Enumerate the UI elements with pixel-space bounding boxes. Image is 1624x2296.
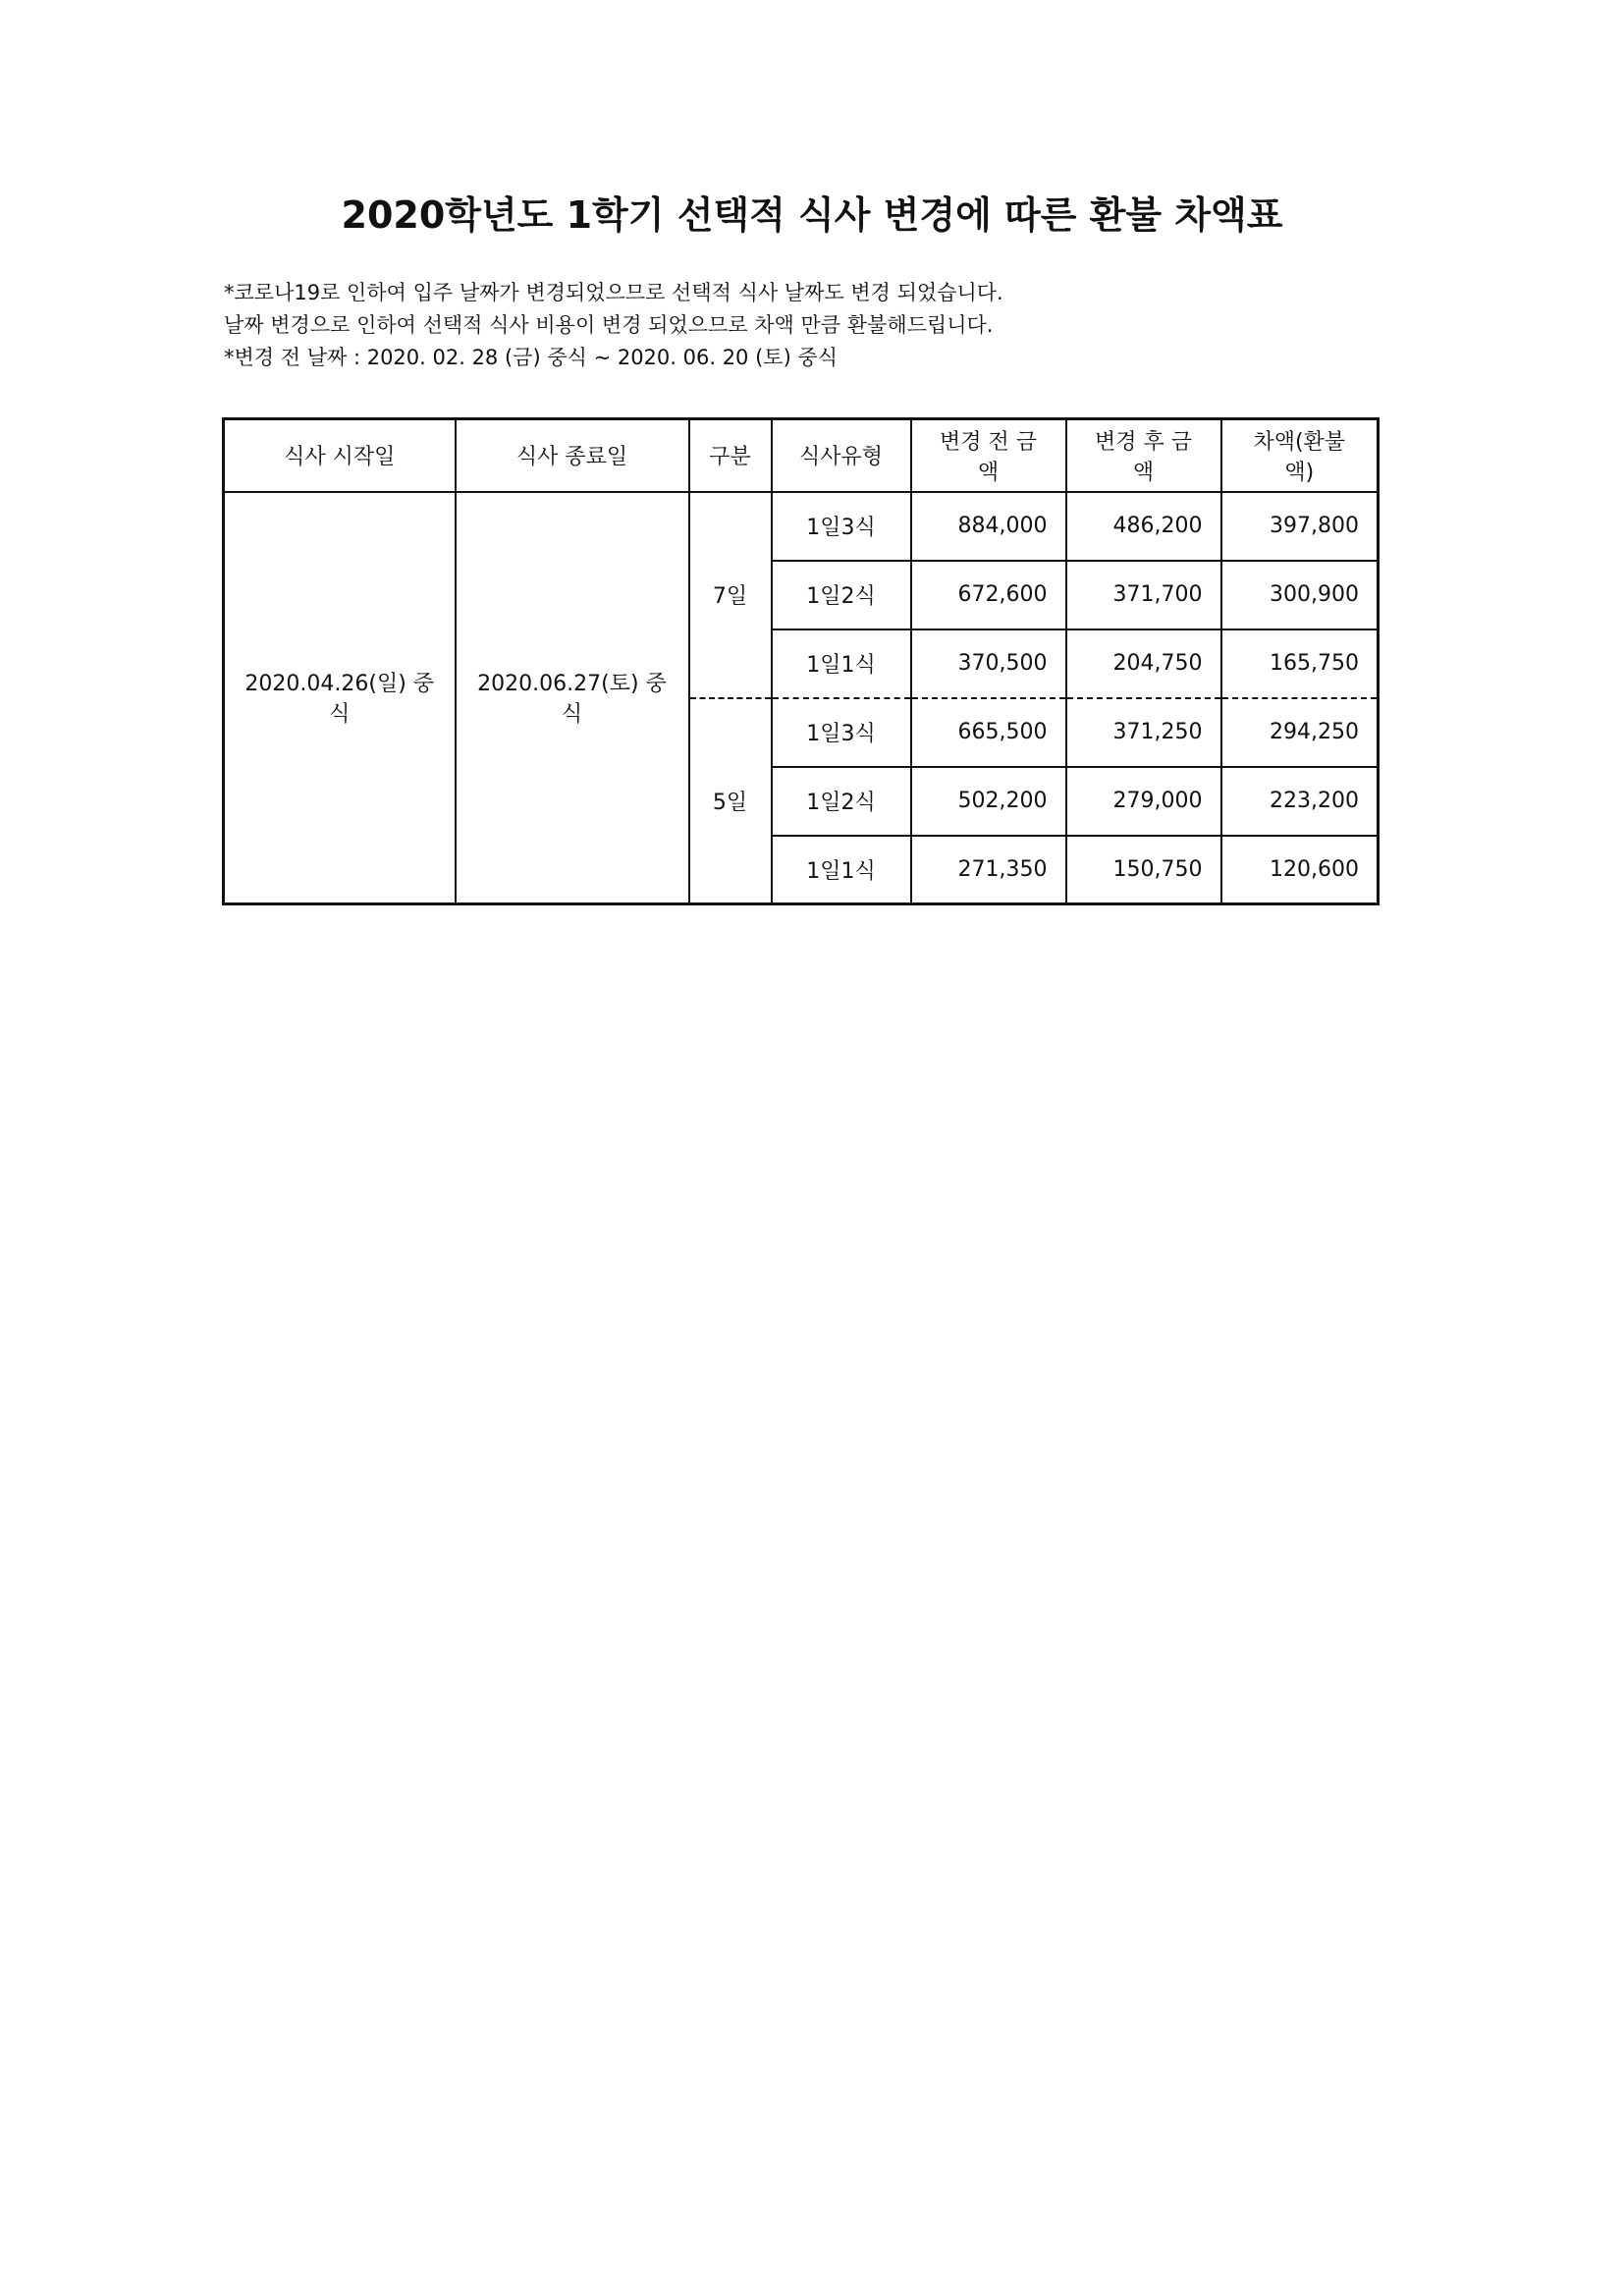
- note-line: *변경 전 날짜 : 2020. 02. 28 (금) 중식 ~ 2020. 06. 20 (토) 중식: [224, 346, 839, 369]
- header-difference: 차액(환불액): [1221, 419, 1379, 492]
- header-row: [224, 419, 1379, 492]
- before-amount-cell: 271,350: [911, 836, 1066, 904]
- meal-type-cell: 1일2식: [772, 561, 911, 629]
- header-end-date: 식사 종료일: [456, 419, 689, 492]
- note-line: *코로나19로 인하여 입주 날짜가 변경되었으므로 선택적 식사 날짜도 변경 되었습니다.: [224, 281, 1003, 304]
- header-category: 구분: [689, 419, 772, 492]
- note-line: 날짜 변경으로 인하여 선택적 식사 비용이 변경 되었으므로 차액 만큼 환불해드립니다.: [224, 313, 994, 337]
- difference-cell: 300,900: [1221, 561, 1379, 629]
- difference-cell: 120,600: [1221, 836, 1379, 904]
- document-title: 2020학년도 1학기 선택적 식사 변경에 따른 환불 차액표: [341, 193, 1283, 237]
- header-after-amount: 변경 후 금액: [1066, 419, 1221, 492]
- end-date-cell: 2020.06.27(토) 중식: [456, 492, 689, 904]
- notes-block: [224, 277, 1003, 374]
- after-amount-cell: 279,000: [1066, 767, 1221, 836]
- before-amount-cell: 370,500: [911, 629, 1066, 698]
- difference-cell: 223,200: [1221, 767, 1379, 836]
- group-label-7days: 7일: [689, 492, 772, 698]
- difference-cell: 397,800: [1221, 492, 1379, 561]
- meal-type-cell: 1일3식: [772, 698, 911, 767]
- after-amount-cell: 371,250: [1066, 698, 1221, 767]
- header-start-date: 식사 시작일: [224, 419, 456, 492]
- after-amount-cell: 204,750: [1066, 629, 1221, 698]
- header-before-amount: 변경 전 금액: [911, 419, 1066, 492]
- before-amount-cell: 665,500: [911, 698, 1066, 767]
- after-amount-cell: 371,700: [1066, 561, 1221, 629]
- difference-cell: 165,750: [1221, 629, 1379, 698]
- meal-type-cell: 1일3식: [772, 492, 911, 561]
- before-amount-cell: 672,600: [911, 561, 1066, 629]
- difference-cell: 294,250: [1221, 698, 1379, 767]
- meal-type-cell: 1일1식: [772, 629, 911, 698]
- after-amount-cell: 486,200: [1066, 492, 1221, 561]
- start-date-cell: 2020.04.26(일) 중식: [224, 492, 456, 904]
- header-meal-type: 식사유형: [772, 419, 911, 492]
- meal-type-cell: 1일1식: [772, 836, 911, 904]
- after-amount-cell: 150,750: [1066, 836, 1221, 904]
- before-amount-cell: 502,200: [911, 767, 1066, 836]
- before-amount-cell: 884,000: [911, 492, 1066, 561]
- refund-table: [222, 417, 1380, 905]
- table-row: [224, 492, 1379, 561]
- group-label-5days: 5일: [689, 698, 772, 904]
- meal-type-cell: 1일2식: [772, 767, 911, 836]
